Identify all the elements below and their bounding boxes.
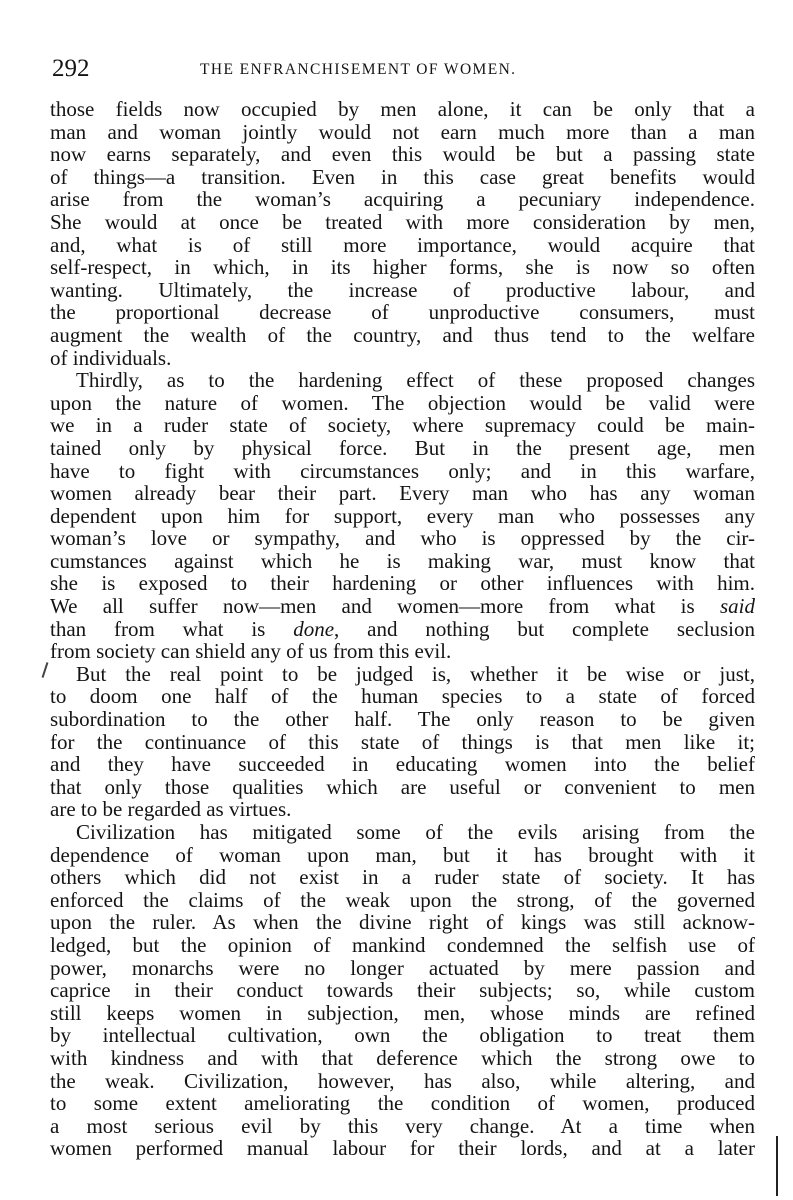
text-line: woman’s love or sympathy, and who is oppressed by the cir-: [50, 526, 755, 551]
text-line: she is exposed to their hardening or other influences with him.: [50, 571, 755, 596]
text-line: by intellectual cultivation, own the obligation to treat them: [50, 1023, 755, 1048]
text-line: of things—a transition. Even in this case great benefits would: [50, 164, 755, 189]
text-line: self-respect, in which, in its higher forms, she is now so often: [50, 255, 755, 280]
text-line: and, what is of still more importance, would acquire that: [50, 232, 755, 257]
text-line: cumstances against which he is making war, must know that: [50, 548, 755, 573]
text-line: with kindness and with that deference which the strong owe to: [50, 1045, 755, 1070]
text-line: to doom one half of the human species to a state of forced: [50, 684, 755, 709]
text-line: a most serious evil by this very change. At a time when: [50, 1113, 755, 1138]
paragraph-start-line: Thirdly, as to the hardening effect of these proposed changes: [76, 368, 755, 393]
running-title: THE ENFRANCHISEMENT OF WOMEN.: [200, 61, 517, 78]
text-line: dependence of woman upon man, but it has brought with it: [50, 842, 755, 867]
paragraph-end-line: of individuals.: [50, 345, 172, 370]
text-line: enforced the claims of the weak upon the strong, of the governed: [50, 887, 755, 912]
text-line: the proportional decrease of unproductive consumers, must: [50, 300, 755, 325]
text-line: wanting. Ultimately, the increase of productive labour, and: [50, 277, 755, 302]
text-line: She would at once be treated with more consideration by men,: [50, 209, 755, 234]
body-text: [50, 98, 755, 1160]
text-line: man and woman jointly would not earn much more than a man: [50, 119, 755, 144]
text-line: now earns separately, and even this would be but a passing state: [50, 142, 755, 167]
text-line: subordination to the other half. The only reason to be given: [50, 707, 755, 732]
text-line: augment the wealth of the country, and thus tend to the welfare: [50, 322, 755, 347]
text-line: caprice in their conduct towards their subjects; so, while custom: [50, 978, 755, 1003]
text-line: upon the nature of women. The objection would be valid were: [50, 390, 755, 415]
text-line: for the continuance of this state of things is that men like it;: [50, 729, 755, 754]
text-line: dependent upon him for support, every man who possesses any: [50, 503, 755, 528]
text-line: others which did not exist in a ruder state of society. It has: [50, 865, 755, 890]
paragraph-start-line: Civilization has mitigated some of the evils arising from the: [76, 820, 755, 844]
paragraph-start-line: But the real point to be judged is, whether it be wise or just,: [76, 661, 755, 686]
text-segment: , and nothing but complete seclusion: [334, 616, 755, 641]
text-line: to some extent ameliorating the condition of women, produced: [50, 1091, 755, 1116]
text-line: and they have succeeded in educating women into the belief: [50, 752, 755, 777]
text-line: we in a ruder state of society, where supremacy could be main-: [50, 413, 755, 438]
italic-word-done: done: [293, 616, 335, 641]
paragraph-end-line: from society can shield any of us from this evil.: [50, 639, 452, 664]
text-line-with-italic: [50, 618, 755, 641]
text-line: tained only by physical force. But in the present age, men: [50, 435, 755, 460]
paragraph-end-line: are to be regarded as virtues.: [50, 797, 292, 822]
text-segment: than from what is: [50, 616, 294, 641]
italic-word-said: said: [719, 594, 755, 619]
text-segment: We all suffer now—men and women—more from what is: [50, 594, 720, 619]
page-number: 292: [52, 55, 90, 82]
text-line: power, monarchs were no longer actuated by mere passion and: [50, 955, 755, 980]
print-speck: [42, 662, 49, 678]
text-line: those fields now occupied by men alone, it can be only that a: [50, 97, 755, 121]
text-line: that only those qualities which are useful or convenient to men: [50, 774, 755, 799]
text-line: arise from the woman’s acquiring a pecuniary independence.: [50, 187, 755, 212]
text-line-with-italic: [50, 595, 755, 618]
text-line: women already bear their part. Every man who has any woman: [50, 481, 755, 506]
margin-rule: [776, 1136, 778, 1196]
text-line: still keeps women in subjection, men, whose minds are refined: [50, 1000, 755, 1025]
text-line: women performed manual labour for their lords, and at a later: [50, 1136, 755, 1161]
text-line: ledged, but the opinion of mankind condemned the selfish use of: [50, 932, 755, 957]
page-header: [52, 54, 752, 88]
text-line: have to fight with circumstances only; and in this warfare,: [50, 458, 755, 483]
text-line: the weak. Civilization, however, has also, while altering, and: [50, 1068, 755, 1093]
text-line: upon the ruler. As when the divine right of kings was still acknow-: [50, 910, 755, 935]
